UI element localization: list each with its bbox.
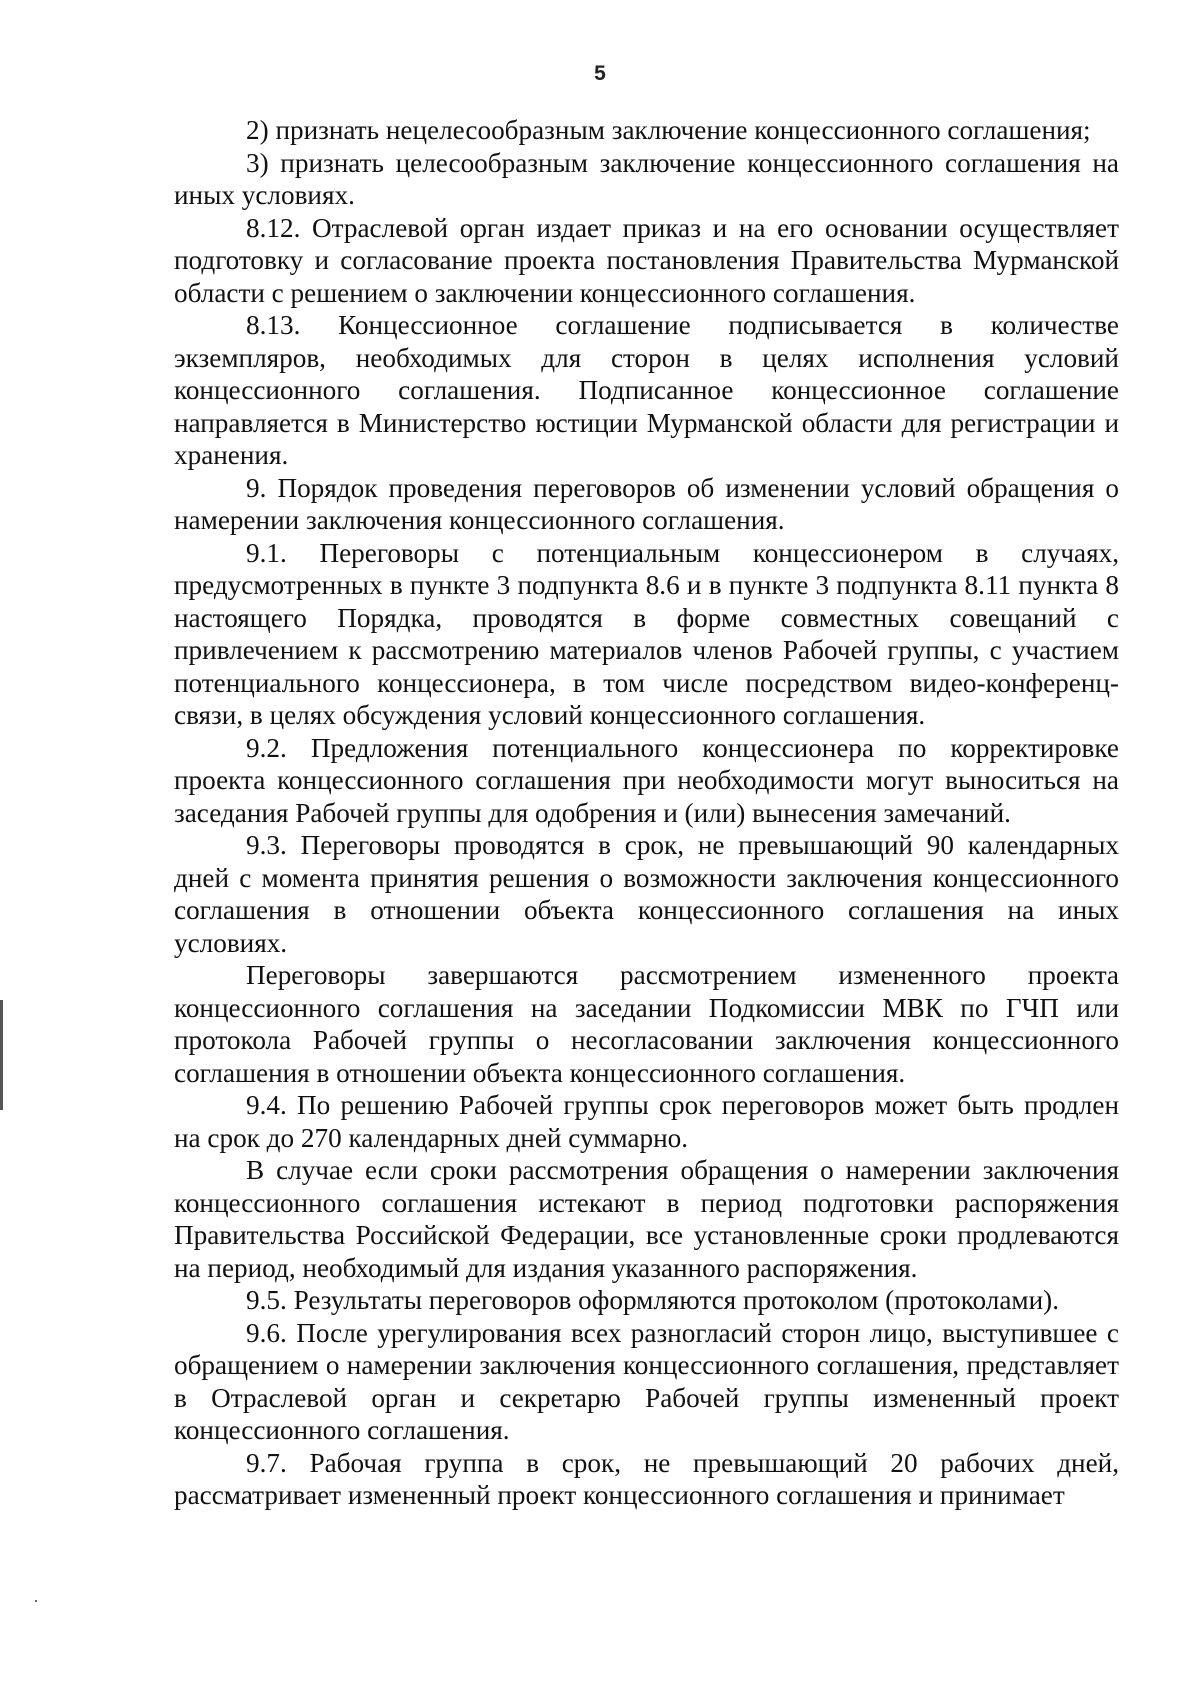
document-body (174, 114, 1119, 1512)
paragraph: 9.2. Предложения потенциального концессионера по корректировке проекта концессионного соглашения при необходимости могут выноситься на заседания Рабочей группы для одобрения и (или) вынесения замечаний. (174, 732, 1119, 828)
paragraph: 9.6. После урегулирования всех разногласий сторон лицо, выступившее с обращением о намерении заключения концессионного соглашения, представляет в Отраслевой орган и секретарю Рабочей группы измененный проект концессионного соглашения. (174, 1317, 1119, 1445)
paragraph: 9.3. Переговоры проводятся в срок, не превышающий 90 календарных дней с момента принятия решения о возможности заключения концессионного соглашения в отношении объекта концессионного соглашения на иных условиях. (174, 830, 1119, 958)
paragraph: В случае если сроки рассмотрения обращения о намерении заключения концессионного соглашения истекают в период подготовки распоряжения Правительства Российской Федерации, все установленные сроки продлеваются на период, необходимый для издания указанного распоряжения. (174, 1155, 1119, 1283)
section-heading: 9. Порядок проведения переговоров об изменении условий обращения о намерении заключения концессионного соглашения. (174, 472, 1119, 535)
paragraph: 9.4. По решению Рабочей группы срок переговоров может быть продлен на срок до 270 календарных дней суммарно. (174, 1090, 1119, 1153)
paragraph: 8.13. Концессионное соглашение подписывается в количестве экземпляров, необходимых для сторон в целях исполнения условий концессионного соглашения. Подписанное концессионное соглашение направляется в Министерство юстиции Мурманской области для регистрации и хранения. (174, 310, 1119, 470)
paragraph: 2) признать нецелесообразным заключение концессионного соглашения; (246, 115, 1091, 145)
scan-edge-mark (0, 1000, 3, 1110)
page-number: 5 (594, 62, 606, 85)
paragraph: 8.12. Отраслевой орган издает приказ и на его основании осуществляет подготовку и согласование проекта постановления Правительства Мурманской области с решением о заключении концессионного соглашения. (174, 212, 1119, 308)
scan-dust-speck (35, 1600, 37, 1602)
paragraph: 9.7. Рабочая группа в срок, не превышающий 20 рабочих дней, рассматривает измененный проект концессионного соглашения и принимает (174, 1447, 1119, 1510)
paragraph: 9.5. Результаты переговоров оформляются протоколом (протоколами). (246, 1285, 1060, 1315)
paragraph: Переговоры завершаются рассмотрением измененного проекта концессионного соглашения на заседании Подкомиссии МВК по ГЧП или протокола Рабочей группы о несогласовании заключения концессионного соглашения в отношении объекта концессионного соглашения. (174, 960, 1119, 1088)
paragraph: 3) признать целесообразным заключение концессионного соглашения на иных условиях. (174, 147, 1119, 210)
paragraph: 9.1. Переговоры с потенциальным концессионером в случаях, предусмотренных в пункте 3 подпункта 8.6 и в пункте 3 подпункта 8.11 пункта 8 настоящего Порядка, проводятся в форме совместных совещаний с привлечением к рассмотрению материалов членов Рабочей группы, с участием потенциального концессионера, в том числе посредством видео-конференц-связи, в целях обсуждения условий концессионного соглашения. (174, 537, 1119, 730)
